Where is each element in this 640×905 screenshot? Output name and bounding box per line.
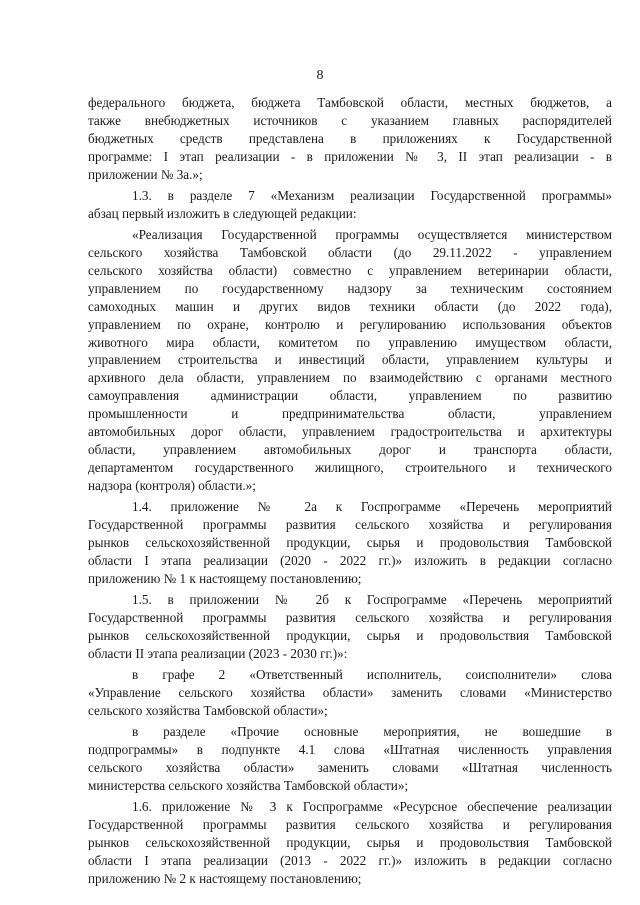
text-line: «Реализация Государственной программы осуществляется министерством bbox=[132, 227, 612, 243]
paragraph bbox=[88, 226, 612, 494]
paragraph bbox=[88, 591, 612, 663]
paragraph bbox=[88, 723, 612, 795]
paragraph bbox=[88, 187, 612, 223]
text-line: области I этапа реализации (2013 - 2022 гг.)» изложить в редакции согласно bbox=[88, 853, 612, 869]
text-line: управлением строительства и инвестиций области, управлением культуры и bbox=[88, 352, 612, 368]
paragraph bbox=[88, 94, 612, 183]
text-line: области, управлением автомобильных дорог и транспорта области, bbox=[88, 441, 612, 457]
text-line: промышленности и предпринимательства области, управлением bbox=[88, 406, 612, 422]
text-line: самоуправления администрации области, управлением по развитию bbox=[88, 388, 612, 404]
text-line: в разделе «Прочие основные мероприятия, не вошедшие в bbox=[132, 724, 612, 740]
text-line: федерального бюджета, бюджета Тамбовской области, местных бюджетов, а bbox=[88, 95, 612, 110]
text-line: приложении № 3а.»; bbox=[88, 166, 203, 182]
text-line: «Управление сельского хозяйства области» заменить словами «Министерство bbox=[88, 685, 612, 700]
text-line: сельского хозяйства Тамбовской области»; bbox=[88, 702, 328, 718]
text-line: рынков сельскохозяйственной продукции, сырья и продовольствия Тамбовской bbox=[88, 534, 612, 550]
text-line: программе: I этап реализации - в приложении № 3, II этап реализации - в bbox=[88, 148, 612, 164]
page-number: 8 bbox=[316, 68, 324, 83]
text-line: самоходных машин и других видов техники области (до 2022 года), bbox=[88, 298, 612, 314]
text-line: бюджетных средств представлена в приложениях к Государственной bbox=[88, 130, 612, 146]
text-line: департаментом государственного жилищного, строительного и технического bbox=[88, 459, 612, 475]
text-line: архивного дела области, управлением по взаимодействию с органами местного bbox=[88, 370, 612, 386]
text-line: животного мира области, комитетом по управлению имуществом области, bbox=[88, 334, 612, 350]
text-line: Государственной программы развития сельского хозяйства и регулирования bbox=[88, 516, 612, 532]
document-body bbox=[88, 94, 612, 888]
text-line: надзора (контроля) области.»; bbox=[88, 477, 256, 493]
text-line: приложению № 2 к настоящему постановлению; bbox=[88, 870, 362, 886]
text-line: управлением по охране, контролю и регулированию использования объектов bbox=[88, 316, 612, 332]
text-line: Государственной программы развития сельского хозяйства и регулирования bbox=[88, 817, 612, 833]
text-line: сельского хозяйства области) совместно с управлением ветеринарии области, bbox=[88, 263, 612, 279]
text-line: области II этапа реализации (2023 - 2030 гг.)»: bbox=[88, 645, 348, 661]
text-line: 1.6. приложение № 3 к Госпрограмме «Ресурсное обеспечение реализации bbox=[132, 799, 612, 815]
text-line: рынков сельскохозяйственной продукции, сырья и продовольствия Тамбовской bbox=[88, 627, 612, 643]
text-line: абзац первый изложить в следующей редакции: bbox=[88, 205, 357, 221]
text-line: приложению № 1 к настоящему постановлению; bbox=[88, 570, 362, 586]
text-line: сельского хозяйства области» заменить словами «Штатная численность bbox=[88, 760, 612, 776]
text-line: автомобильных дорог области, управлением градостроительства и архитектуры bbox=[88, 424, 612, 440]
text-line: в графе 2 «Ответственный исполнитель, соисполнители» слова bbox=[132, 667, 612, 683]
paragraph bbox=[88, 798, 612, 887]
text-line: 1.4. приложение № 2а к Госпрограмме «Перечень мероприятий bbox=[132, 499, 612, 515]
text-line: также внебюджетных источников с указанием главных распорядителей bbox=[88, 112, 612, 128]
text-line: сельского хозяйства Тамбовской области (до 29.11.2022 - управлением bbox=[88, 245, 612, 261]
text-line: 1.3. в разделе 7 «Механизм реализации Государственной программы» bbox=[132, 187, 612, 203]
paragraph bbox=[88, 498, 612, 587]
text-line: управлением по государственному надзору за техническим состоянием bbox=[88, 280, 612, 296]
text-line: министерства сельского хозяйства Тамбовской области»; bbox=[88, 777, 409, 793]
text-line: подпрограммы» в подпункте 4.1 слова «Штатная численность управления bbox=[88, 742, 612, 758]
text-line: 1.5. в приложении № 2б к Госпрограмме «Перечень мероприятий bbox=[132, 592, 612, 608]
paragraph bbox=[88, 666, 612, 720]
text-line: области I этапа реализации (2020 - 2022 гг.)» изложить в редакции согласно bbox=[88, 552, 612, 568]
text-line: рынков сельскохозяйственной продукции, сырья и продовольствия Тамбовской bbox=[88, 835, 612, 851]
text-line: Государственной программы развития сельского хозяйства и регулирования bbox=[88, 609, 612, 625]
